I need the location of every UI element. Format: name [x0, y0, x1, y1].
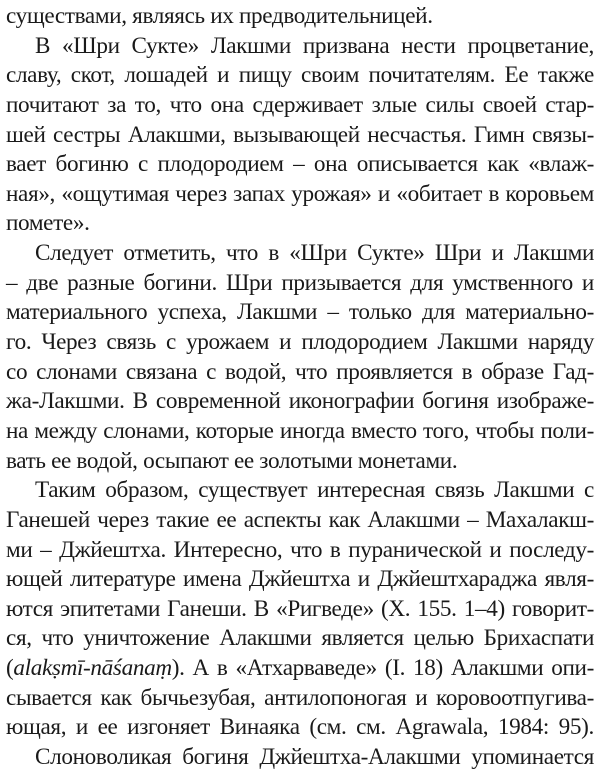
- text-line: Ганешей через такие ее аспекты как Алакшми – Махалакш-: [6, 506, 594, 533]
- text-line: славу, скот, лошадей и пищу своим почитателям. Ее также: [6, 62, 594, 89]
- text-line: почитают за то, что она сдерживает злые силы своей стар-: [6, 91, 594, 118]
- paragraph-start-line: В «Шри Сукте» Лакшми призвана нести процветание,: [35, 32, 594, 59]
- paragraph-start-line: Следует отметить, что в «Шри Сукте» Шри и Лакшми: [35, 240, 594, 267]
- text-line: сывается как бычьезубая, антилопоногая и коровоотпугива-: [6, 684, 594, 711]
- text-line: ющей литературе имена Джйештха и Джйештхараджа явля-: [6, 566, 594, 593]
- text-line: ющая, и ее изгоняет Винаяка (см. см. Agrawala, 1984: 95).: [6, 714, 594, 741]
- text-fragment: (: [6, 655, 14, 682]
- text-line: го. Через связь с урожаем и плодородием Лакшми наряду: [6, 329, 594, 356]
- transliteration-term: alakṣmī-nāśanaṃ: [13, 655, 172, 682]
- text-line: ная», «ощутимая через запах урожая» и «обитает в коровьем: [6, 180, 594, 207]
- text-line: материального успеха, Лакшми – только для материально-: [6, 299, 594, 326]
- text-line: со слонами связана с водой, что проявляется в образе Гад-: [6, 358, 594, 385]
- text-line: ются эпитетами Ганеши. В «Ригведе» (X. 155. 1–4) говорит-: [6, 595, 594, 622]
- text-line: помете».: [6, 210, 90, 237]
- text-line: – две разные богини. Шри призывается для умственного и: [6, 269, 594, 296]
- text-line: ми – Джйештха. Интересно, что в пуранической и последу-: [6, 536, 594, 563]
- text-line: [6, 654, 594, 684]
- paragraph-start-line: Таким образом, существует интересная связь Лакшми с: [35, 477, 594, 504]
- text-line: на между слонами, которые иногда вместо того, чтобы поли-: [6, 417, 594, 444]
- text-line: жа-Лакшми. В современной иконографии богиня изображе-: [6, 388, 594, 415]
- text-line: вать ее водой, осыпают ее золотыми монетами.: [6, 447, 458, 474]
- text-line: шей сестры Алакшми, вызывающей несчастья. Гимн связы-: [6, 121, 594, 148]
- text-line: ся, что уничтожение Алакшми является целью Брихаспати: [6, 625, 594, 652]
- text-line: существами, являясь их предводительницей.: [6, 3, 433, 29]
- document-page: [6, 2, 594, 773]
- text-line: вает богиню с плодородием – она описывается как «влаж-: [6, 151, 594, 178]
- paragraph-start-line: Слоноволикая богиня Джйештха-Алакшми упоминается: [35, 744, 594, 771]
- text-fragment: ). А в «Атхарваведе» (I. 18) Алакшми опи-: [171, 655, 594, 682]
